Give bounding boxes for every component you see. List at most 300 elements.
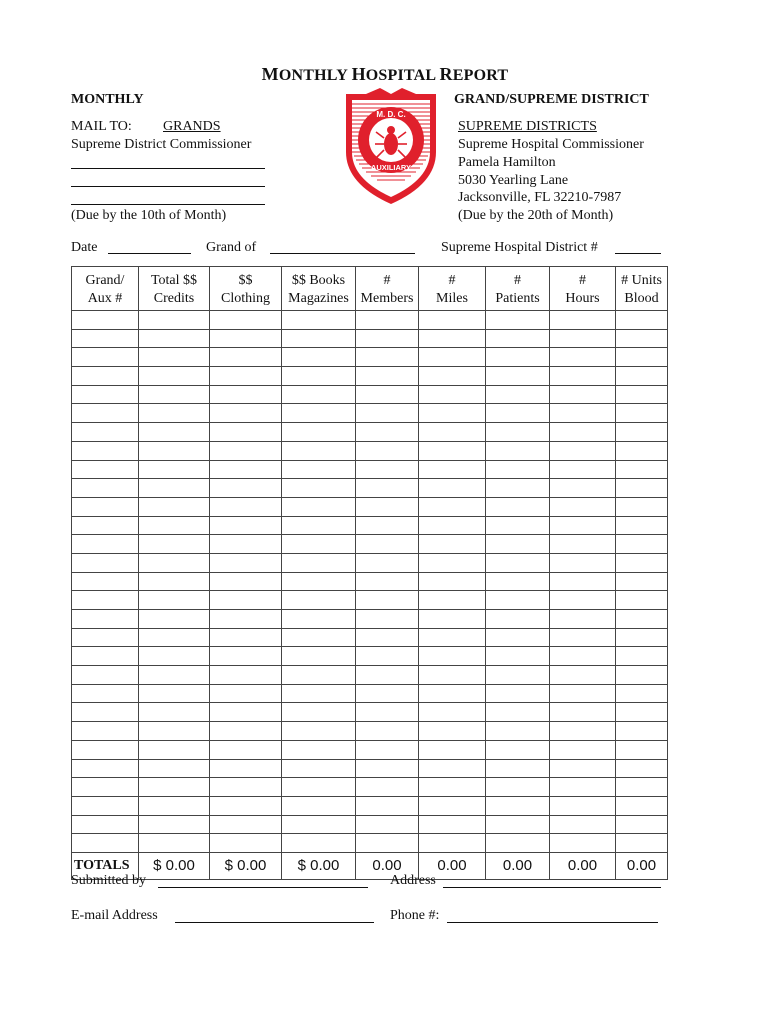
grand-of-field[interactable] <box>270 253 415 254</box>
entry-cell[interactable] <box>72 516 139 535</box>
entry-cell[interactable] <box>550 628 616 647</box>
entry-cell[interactable] <box>356 404 419 423</box>
entry-cell[interactable] <box>210 759 282 778</box>
entry-cell[interactable] <box>486 367 550 386</box>
submitted-by-field[interactable] <box>158 887 368 888</box>
entry-cell[interactable] <box>419 367 486 386</box>
grands-label: GRANDS <box>163 119 221 134</box>
entry-cell[interactable] <box>210 722 282 741</box>
entry-cell[interactable] <box>210 535 282 554</box>
entry-cell[interactable] <box>550 666 616 685</box>
table-row <box>72 479 668 498</box>
entry-cell[interactable] <box>356 666 419 685</box>
entry-cell[interactable] <box>282 759 356 778</box>
entry-cell[interactable] <box>616 367 668 386</box>
entry-cell[interactable] <box>72 759 139 778</box>
entry-cell[interactable] <box>282 441 356 460</box>
entry-cell[interactable] <box>139 796 210 815</box>
total-patients: 0.00 <box>486 852 550 879</box>
header-grand-aux: Grand/ Aux # <box>72 267 139 311</box>
entry-cell[interactable] <box>282 385 356 404</box>
entry-cell[interactable] <box>210 796 282 815</box>
entry-cell[interactable] <box>550 311 616 330</box>
entry-cell[interactable] <box>72 796 139 815</box>
entry-cell[interactable] <box>210 404 282 423</box>
entry-cell[interactable] <box>282 610 356 629</box>
entry-cell[interactable] <box>550 815 616 834</box>
entry-cell[interactable] <box>419 572 486 591</box>
header-books-magazines: $$ Books Magazines <box>282 267 356 311</box>
entry-cell[interactable] <box>210 703 282 722</box>
entry-cell[interactable] <box>139 385 210 404</box>
entry-cell[interactable] <box>72 572 139 591</box>
entry-cell[interactable] <box>419 591 486 610</box>
table-row <box>72 385 668 404</box>
entry-cell[interactable] <box>616 740 668 759</box>
entry-cell[interactable] <box>139 703 210 722</box>
entry-cell[interactable] <box>419 759 486 778</box>
entry-cell[interactable] <box>139 628 210 647</box>
entry-cell[interactable] <box>419 423 486 442</box>
entry-cell[interactable] <box>356 535 419 554</box>
entry-cell[interactable] <box>616 684 668 703</box>
entry-cell[interactable] <box>486 610 550 629</box>
entry-cell[interactable] <box>210 348 282 367</box>
entry-cell[interactable] <box>419 479 486 498</box>
header-hours: # Hours <box>550 267 616 311</box>
entry-cell[interactable] <box>139 423 210 442</box>
entry-cell[interactable] <box>282 516 356 535</box>
entry-cell[interactable] <box>419 516 486 535</box>
entry-cell[interactable] <box>72 441 139 460</box>
entry-cell[interactable] <box>72 666 139 685</box>
submitted-by-label: Submitted by <box>71 873 147 888</box>
entry-cell[interactable] <box>550 778 616 797</box>
entry-cell[interactable] <box>486 516 550 535</box>
entry-cell[interactable] <box>486 329 550 348</box>
entry-cell[interactable] <box>139 815 210 834</box>
entry-cell[interactable] <box>139 460 210 479</box>
entry-cell[interactable] <box>139 497 210 516</box>
entry-cell[interactable] <box>550 684 616 703</box>
entry-cell[interactable] <box>356 479 419 498</box>
entry-cell[interactable] <box>282 722 356 741</box>
entry-cell[interactable] <box>356 628 419 647</box>
entry-cell[interactable] <box>616 628 668 647</box>
total-credits: $ 0.00 <box>139 852 210 879</box>
entry-cell[interactable] <box>486 722 550 741</box>
entry-cell[interactable] <box>550 591 616 610</box>
entry-cell[interactable] <box>210 423 282 442</box>
entry-cell[interactable] <box>282 647 356 666</box>
table-row <box>72 591 668 610</box>
entry-cell[interactable] <box>210 516 282 535</box>
entry-cell[interactable] <box>550 553 616 572</box>
entry-cell[interactable] <box>139 441 210 460</box>
entry-cell[interactable] <box>72 778 139 797</box>
entry-cell[interactable] <box>139 516 210 535</box>
entry-cell[interactable] <box>356 441 419 460</box>
entry-cell[interactable] <box>486 311 550 330</box>
entry-cell[interactable] <box>486 479 550 498</box>
entry-cell[interactable] <box>616 703 668 722</box>
entry-cell[interactable] <box>550 703 616 722</box>
entry-cell[interactable] <box>550 796 616 815</box>
entry-cell[interactable] <box>616 778 668 797</box>
entry-cell[interactable] <box>282 834 356 853</box>
entry-cell[interactable] <box>210 628 282 647</box>
entry-cell[interactable] <box>486 423 550 442</box>
entry-cell[interactable] <box>282 329 356 348</box>
entry-cell[interactable] <box>139 740 210 759</box>
table-row <box>72 367 668 386</box>
entry-cell[interactable] <box>550 367 616 386</box>
entry-cell[interactable] <box>616 497 668 516</box>
entry-cell[interactable] <box>72 460 139 479</box>
entry-cell[interactable] <box>419 666 486 685</box>
table-row <box>72 423 668 442</box>
entry-cell[interactable] <box>210 815 282 834</box>
entry-cell[interactable] <box>139 367 210 386</box>
entry-cell[interactable] <box>419 385 486 404</box>
hospital-commissioner: Supreme Hospital Commissioner <box>458 137 644 152</box>
entry-cell[interactable] <box>72 722 139 741</box>
logo-text-bottom: AUXILIARY <box>370 163 412 172</box>
entry-cell[interactable] <box>419 834 486 853</box>
entry-cell[interactable] <box>72 479 139 498</box>
total-members: 0.00 <box>356 852 419 879</box>
entry-cell[interactable] <box>486 796 550 815</box>
entry-cell[interactable] <box>139 572 210 591</box>
table-row <box>72 572 668 591</box>
entry-cell[interactable] <box>419 628 486 647</box>
entry-cell[interactable] <box>550 423 616 442</box>
entry-cell[interactable] <box>210 311 282 330</box>
entry-cell[interactable] <box>486 553 550 572</box>
entry-cell[interactable] <box>486 778 550 797</box>
entry-cell[interactable] <box>616 666 668 685</box>
table-row <box>72 778 668 797</box>
entry-cell[interactable] <box>486 628 550 647</box>
entry-cell[interactable] <box>210 385 282 404</box>
entry-cell[interactable] <box>356 516 419 535</box>
entry-cell[interactable] <box>72 385 139 404</box>
entry-cell[interactable] <box>139 759 210 778</box>
entry-cell[interactable] <box>616 460 668 479</box>
entry-cell[interactable] <box>282 553 356 572</box>
entry-cell[interactable] <box>356 759 419 778</box>
entry-cell[interactable] <box>356 778 419 797</box>
entry-cell[interactable] <box>210 460 282 479</box>
entry-cell[interactable] <box>139 610 210 629</box>
entry-cell[interactable] <box>282 684 356 703</box>
entry-cell[interactable] <box>616 722 668 741</box>
entry-cell[interactable] <box>550 647 616 666</box>
entry-cell[interactable] <box>486 666 550 685</box>
address-line-2[interactable] <box>71 186 265 187</box>
entry-cell[interactable] <box>72 404 139 423</box>
entry-cell[interactable] <box>282 740 356 759</box>
entry-cell[interactable] <box>72 610 139 629</box>
entry-cell[interactable] <box>139 778 210 797</box>
entry-cell[interactable] <box>282 778 356 797</box>
entry-cell[interactable] <box>616 423 668 442</box>
entry-cell[interactable] <box>356 367 419 386</box>
entry-cell[interactable] <box>356 329 419 348</box>
entry-cell[interactable] <box>616 591 668 610</box>
entry-cell[interactable] <box>486 572 550 591</box>
entry-cell[interactable] <box>550 572 616 591</box>
entry-cell[interactable] <box>419 815 486 834</box>
entry-cell[interactable] <box>550 404 616 423</box>
entry-cell[interactable] <box>486 385 550 404</box>
entry-cell[interactable] <box>550 535 616 554</box>
entry-cell[interactable] <box>139 722 210 741</box>
table-row <box>72 759 668 778</box>
entry-cell[interactable] <box>616 610 668 629</box>
entry-cell[interactable] <box>486 815 550 834</box>
entry-cell[interactable] <box>139 591 210 610</box>
grand-of-label: Grand of <box>206 240 257 255</box>
entry-cell[interactable] <box>72 628 139 647</box>
entry-cell[interactable] <box>419 311 486 330</box>
entry-cell[interactable] <box>550 759 616 778</box>
entry-cell[interactable] <box>210 666 282 685</box>
entry-cell[interactable] <box>486 348 550 367</box>
entry-cell[interactable] <box>139 666 210 685</box>
entry-cell[interactable] <box>616 834 668 853</box>
total-blood: 0.00 <box>616 852 668 879</box>
entry-cell[interactable] <box>486 684 550 703</box>
phone-field[interactable] <box>447 922 658 923</box>
entry-cell[interactable] <box>616 759 668 778</box>
entry-cell[interactable] <box>550 385 616 404</box>
entry-cell[interactable] <box>139 348 210 367</box>
entry-cell[interactable] <box>419 497 486 516</box>
entry-cell[interactable] <box>550 834 616 853</box>
table-row <box>72 404 668 423</box>
entry-cell[interactable] <box>616 572 668 591</box>
entry-cell[interactable] <box>72 329 139 348</box>
entry-cell[interactable] <box>419 610 486 629</box>
entry-cell[interactable] <box>72 348 139 367</box>
entry-cell[interactable] <box>356 834 419 853</box>
entry-cell[interactable] <box>282 666 356 685</box>
entry-cell[interactable] <box>550 516 616 535</box>
header-miles: # Miles <box>419 267 486 311</box>
entry-cell[interactable] <box>356 610 419 629</box>
entry-cell[interactable] <box>210 610 282 629</box>
entry-cell[interactable] <box>550 441 616 460</box>
entry-cell[interactable] <box>486 591 550 610</box>
entry-cell[interactable] <box>356 572 419 591</box>
entry-cell[interactable] <box>419 684 486 703</box>
header-total-credits: Total $$ Credits <box>139 267 210 311</box>
entry-cell[interactable] <box>72 740 139 759</box>
entry-cell[interactable] <box>550 497 616 516</box>
entry-cell[interactable] <box>356 423 419 442</box>
entry-cell[interactable] <box>210 740 282 759</box>
entry-cell[interactable] <box>282 497 356 516</box>
entry-cell[interactable] <box>210 778 282 797</box>
entry-cell[interactable] <box>356 796 419 815</box>
entry-cell[interactable] <box>616 329 668 348</box>
entry-cell[interactable] <box>139 684 210 703</box>
entry-cell[interactable] <box>282 572 356 591</box>
address-line-3[interactable] <box>71 204 265 205</box>
entry-cell[interactable] <box>356 815 419 834</box>
entry-cell[interactable] <box>139 311 210 330</box>
entry-cell[interactable] <box>616 647 668 666</box>
entry-cell[interactable] <box>356 647 419 666</box>
entry-cell[interactable] <box>550 479 616 498</box>
address-line-1[interactable] <box>71 168 265 169</box>
entry-cell[interactable] <box>486 404 550 423</box>
entry-cell[interactable] <box>419 404 486 423</box>
entry-cell[interactable] <box>282 815 356 834</box>
entry-cell[interactable] <box>210 367 282 386</box>
district-field[interactable] <box>615 253 661 254</box>
entry-cell[interactable] <box>282 703 356 722</box>
entry-cell[interactable] <box>419 329 486 348</box>
entry-cell[interactable] <box>72 591 139 610</box>
entry-cell[interactable] <box>139 834 210 853</box>
entry-cell[interactable] <box>210 329 282 348</box>
entry-cell[interactable] <box>72 553 139 572</box>
entry-cell[interactable] <box>356 385 419 404</box>
entry-cell[interactable] <box>356 684 419 703</box>
entry-cell[interactable] <box>282 460 356 479</box>
entry-cell[interactable] <box>72 684 139 703</box>
header-members: # Members <box>356 267 419 311</box>
entry-cell[interactable] <box>210 834 282 853</box>
entry-cell[interactable] <box>139 535 210 554</box>
entry-cell[interactable] <box>72 647 139 666</box>
entry-cell[interactable] <box>356 722 419 741</box>
entry-cell[interactable] <box>282 591 356 610</box>
entry-cell[interactable] <box>486 834 550 853</box>
entry-cell[interactable] <box>210 684 282 703</box>
entry-cell[interactable] <box>282 311 356 330</box>
entry-cell[interactable] <box>356 348 419 367</box>
entry-cell[interactable] <box>72 497 139 516</box>
entry-cell[interactable] <box>616 815 668 834</box>
entry-cell[interactable] <box>616 441 668 460</box>
entry-cell[interactable] <box>616 404 668 423</box>
entry-cell[interactable] <box>139 553 210 572</box>
entry-cell[interactable] <box>419 348 486 367</box>
entry-cell[interactable] <box>550 722 616 741</box>
entry-cell[interactable] <box>72 311 139 330</box>
entry-cell[interactable] <box>210 553 282 572</box>
phone-label: Phone #: <box>390 908 440 923</box>
entry-cell[interactable] <box>282 367 356 386</box>
entry-cell[interactable] <box>356 460 419 479</box>
entry-cell[interactable] <box>72 535 139 554</box>
entry-cell[interactable] <box>356 497 419 516</box>
entry-cell[interactable] <box>419 796 486 815</box>
entry-cell[interactable] <box>486 703 550 722</box>
table-row <box>72 497 668 516</box>
entry-cell[interactable] <box>486 759 550 778</box>
entry-cell[interactable] <box>210 647 282 666</box>
entry-cell[interactable] <box>210 572 282 591</box>
entry-cell[interactable] <box>210 591 282 610</box>
entry-cell[interactable] <box>210 441 282 460</box>
address-field[interactable] <box>443 887 661 888</box>
entry-cell[interactable] <box>356 591 419 610</box>
entry-cell[interactable] <box>550 348 616 367</box>
entry-cell[interactable] <box>356 703 419 722</box>
entry-cell[interactable] <box>139 404 210 423</box>
entry-cell[interactable] <box>616 796 668 815</box>
entry-cell[interactable] <box>282 423 356 442</box>
entry-cell[interactable] <box>616 311 668 330</box>
entry-cell[interactable] <box>616 553 668 572</box>
entry-cell[interactable] <box>282 348 356 367</box>
entry-cell[interactable] <box>282 535 356 554</box>
entry-cell[interactable] <box>550 329 616 348</box>
entry-cell[interactable] <box>419 535 486 554</box>
entry-cell[interactable] <box>356 553 419 572</box>
date-field[interactable] <box>108 253 191 254</box>
entry-cell[interactable] <box>419 703 486 722</box>
entry-cell[interactable] <box>210 479 282 498</box>
entry-cell[interactable] <box>486 740 550 759</box>
entry-cell[interactable] <box>616 479 668 498</box>
entry-cell[interactable] <box>419 740 486 759</box>
entry-cell[interactable] <box>550 460 616 479</box>
entry-cell[interactable] <box>72 834 139 853</box>
entry-cell[interactable] <box>419 647 486 666</box>
entry-cell[interactable] <box>419 778 486 797</box>
entry-cell[interactable] <box>282 628 356 647</box>
entry-cell[interactable] <box>616 385 668 404</box>
entry-cell[interactable] <box>210 497 282 516</box>
email-field[interactable] <box>175 922 374 923</box>
entry-cell[interactable] <box>282 404 356 423</box>
entry-cell[interactable] <box>72 367 139 386</box>
entry-cell[interactable] <box>486 460 550 479</box>
total-clothing: $ 0.00 <box>210 852 282 879</box>
entry-cell[interactable] <box>616 516 668 535</box>
entry-cell[interactable] <box>139 647 210 666</box>
entry-cell[interactable] <box>486 441 550 460</box>
entry-cell[interactable] <box>419 722 486 741</box>
entry-cell[interactable] <box>356 740 419 759</box>
entry-cell[interactable] <box>72 423 139 442</box>
entry-cell[interactable] <box>616 348 668 367</box>
entry-cell[interactable] <box>486 535 550 554</box>
entry-cell[interactable] <box>616 535 668 554</box>
entry-cell[interactable] <box>419 553 486 572</box>
entry-cell[interactable] <box>486 647 550 666</box>
entry-cell[interactable] <box>72 815 139 834</box>
entry-cell[interactable] <box>72 703 139 722</box>
entry-cell[interactable] <box>486 497 550 516</box>
header-units-blood: # Units Blood <box>616 267 668 311</box>
entry-cell[interactable] <box>139 479 210 498</box>
entry-cell[interactable] <box>139 329 210 348</box>
entry-cell[interactable] <box>282 796 356 815</box>
commissioner-name: Pamela Hamilton <box>458 155 556 170</box>
entry-cell[interactable] <box>419 460 486 479</box>
entry-cell[interactable] <box>550 610 616 629</box>
entry-cell[interactable] <box>419 441 486 460</box>
entry-cell[interactable] <box>356 311 419 330</box>
entry-cell[interactable] <box>550 740 616 759</box>
entry-cell[interactable] <box>282 479 356 498</box>
